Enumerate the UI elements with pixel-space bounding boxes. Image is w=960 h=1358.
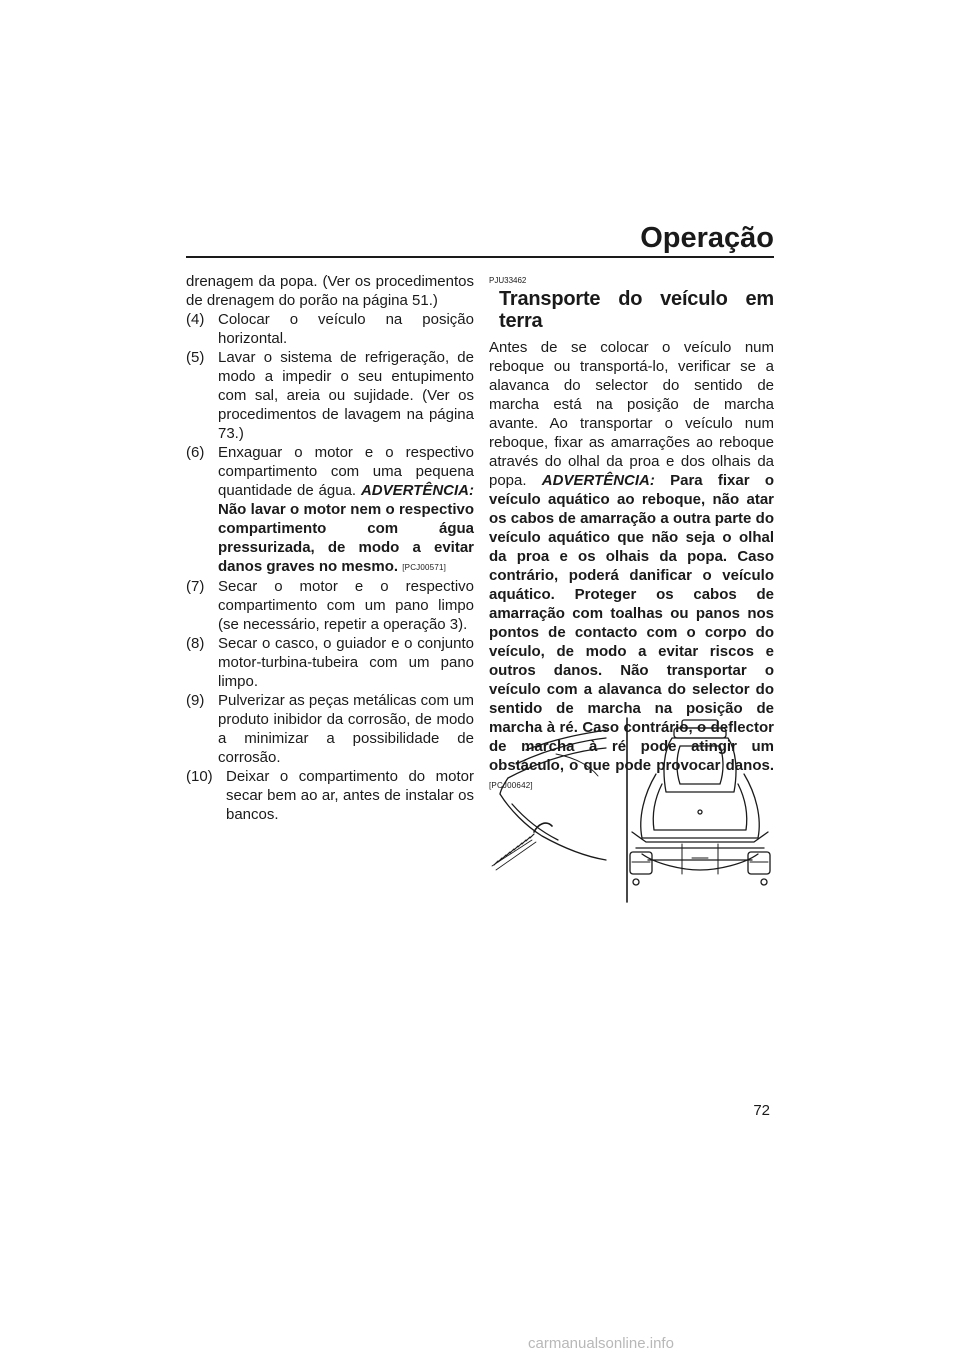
list-item-text: Lavar o sistema de refrigeração, de modo a impedir o seu entupimento com sal, areia ou sujidade. (Ver os procedimentos de lavagem na página 73.)	[218, 349, 474, 442]
list-item-text: Secar o casco, o guiador e o conjunto motor-turbina-tubeira com um pano limpo.	[218, 635, 474, 690]
reference-code: [PCJ00642]	[489, 781, 533, 790]
list-item	[186, 691, 474, 767]
watercraft-trailer-illustration	[486, 714, 774, 904]
list-item-number: (9)	[186, 692, 205, 709]
list-item-number: (10)	[186, 768, 213, 785]
list-item	[186, 634, 474, 691]
list-item-number: (6)	[186, 444, 205, 461]
list-item	[186, 310, 474, 348]
warning-text: Não lavar o motor nem o respectivo compartimento com água pressurizada, de modo a evitar danos graves no mesmo.	[218, 501, 474, 575]
list-item	[186, 443, 474, 577]
list-item-text-with-warning	[218, 443, 474, 577]
list-item-text: Pulverizar as peças metálicas com um produto inibidor da corrosão, de modo a minimizar a possibilidade de corrosão.	[218, 692, 474, 766]
list-item-number: (5)	[186, 349, 205, 366]
list-item-number: (8)	[186, 635, 205, 652]
intro-paragraph: drenagem da popa. (Ver os procedimentos de drenagem do porão na página 51.)	[186, 273, 474, 309]
warning-label: ADVERTÊNCIA:	[360, 482, 475, 499]
list-item	[186, 348, 474, 443]
reference-code: [PCJ00571]	[402, 563, 447, 572]
page-number: 72	[753, 1102, 770, 1119]
list-item-text: Colocar o veículo na posição horizontal.	[218, 311, 474, 347]
bow-eye-rope-illustration	[492, 730, 606, 870]
left-column	[186, 272, 474, 824]
body-text: Antes de se colocar o veículo num reboque ou transportá-lo, verificar se a alavanca do selector do sentido de marcha está na posição de marcha avante. Ao transportar o veículo num reboque, fixar as amarrações ao reboque através do olhal da proa e dos olhais da popa.	[489, 339, 774, 489]
list-item-number: (4)	[186, 311, 205, 328]
list-item-text: Secar o motor e o respectivo compartimento com um pano limpo (se necessário, repetir a operação 3).	[218, 578, 474, 633]
warning-label: ADVERTÊNCIA:	[541, 472, 655, 489]
list-item-text: Deixar o compartimento do motor secar bem ao ar, antes de instalar os bancos.	[226, 768, 474, 823]
footer-watermark: carmanualsonline.info	[528, 1335, 674, 1352]
section-code: PJU33462	[489, 276, 527, 285]
section-title: Transporte do veículo em terra	[499, 288, 774, 332]
list-item	[186, 577, 474, 634]
stern-trailer-illustration	[630, 720, 770, 885]
warning-text: Para fixar o veículo aquático ao reboque, não atar os cabos de amarração a outra parte do veículo aquático que não seja o olhal da proa e os olhais da popa. Caso contrário, poderá danificar o veículo aquático. Proteger os cabos de amarração com toalhas ou panos nos pontos de contacto com o corpo do veículo, de modo a evitar riscos e outros danos. Não transportar o veículo com a alavanca do selector do sentido de marcha na posição de marcha à ré. Caso contrário, o deflector de marcha à ré pode atingir um obstáculo, o que pode provocar danos.	[489, 472, 774, 774]
list-item-number: (7)	[186, 578, 205, 595]
header-divider	[186, 256, 774, 258]
list-item	[186, 767, 474, 824]
list-item-text: Enxaguar o motor e o respectivo compartimento com uma pequena quantidade de água.	[218, 444, 474, 499]
page-header-title: Operação	[640, 222, 774, 254]
